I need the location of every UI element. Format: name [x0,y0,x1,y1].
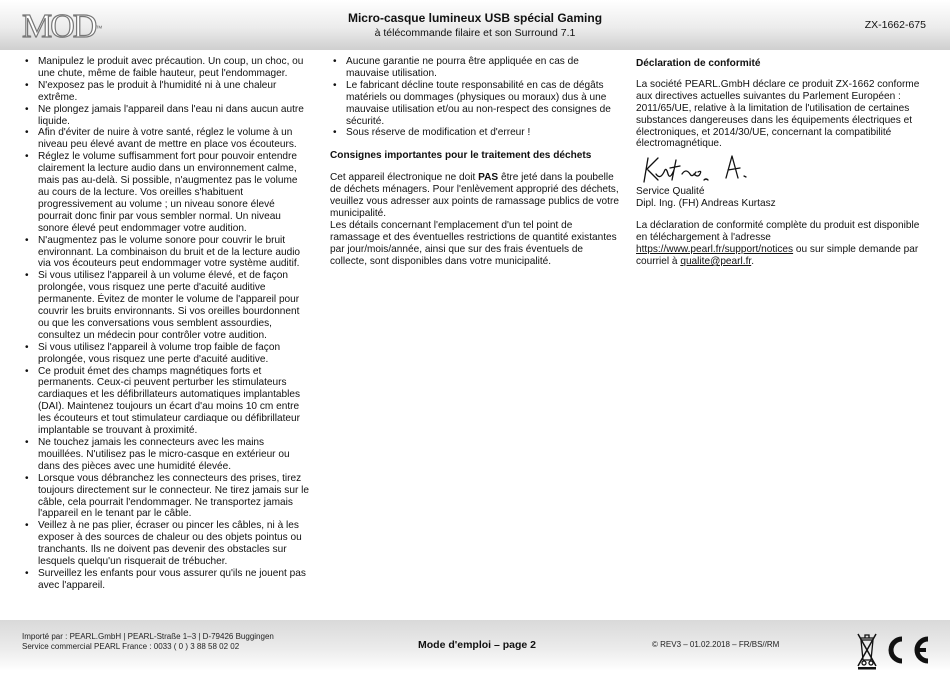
list-item: • Afin d'éviter de nuire à votre santé, réglez le volume à un niveau peu élevé avant de mettre en place vos écouteurs. [22,127,310,151]
importer-info [22,632,274,652]
document-title: Micro-casque lumineux USB spécial Gaming [347,11,603,25]
list-item: • N'augmentez pas le volume sonore pour couvrir le bruit environnant. La combinaison du bruit et de la lecture audio via vos écouteurs peut endommager votre système auditif. [22,235,310,271]
logo-text: MOD [22,8,96,45]
signatory-department: Service Qualité [636,186,705,198]
page-footer [0,620,950,671]
signatory-name: Dipl. Ing. (FH) Andreas Kurtasz [636,198,776,210]
column-warranty-waste [330,56,622,268]
conformity-paragraph: La société PEARL.GmbH déclare ce produit ZX-1662 conforme aux directives actuelles suivantes du Parlement Européen : 2011/65/UE, relative à la limitation de l'utilisation de certaines substances dangereuses dans les équipements électriques et électroniques, et 2014/30/UE, concernant la compatibilité électromagnétique. [636,78,920,150]
list-item: • Aucune garantie ne pourra être appliquée en cas de mauvaise utilisation. [330,56,622,80]
title-block [300,11,650,39]
waste-details-paragraph: Les détails concernant l'emplacement d'un tel point de ramassage et des éventuelles restrictions de quantité existantes par jour/mois/année, ainsi que sur des frais éventuels de collecte, sont disponibles dans votre municipalité. [330,219,617,267]
revision-info: © REV3 – 01.02.2018 – FR/BS//RM [652,640,780,649]
safety-list [22,56,310,592]
full-declaration-paragraph: La déclaration de conformité complète du produit est disponible en téléchargement à l'adresse https://www.pearl.fr/support/notices ou sur simple demande par courriel à qualite@pearl.fr. [636,220,920,267]
service-line: Service commercial PEARL France : 0033 ( 0 ) 3 88 58 02 02 [22,642,240,651]
list-item: • Manipulez le produit avec précaution. Un coup, un choc, ou une chute, même de faible hauteur, peut l'endommager. [22,56,310,80]
list-item: • Le fabricant décline toute responsabilité en cas de dégâts matériels ou dommages (physiques ou moraux) dus à une mauvaise utilisation et/ou au non-respect des consignes de sécurité. [330,80,622,128]
list-item: • Ce produit émet des champs magnétiques forts et permanents. Ceux-ci peuvent perturber les stimulateurs cardiaques et les défibrillateurs automatiques implantables (DAI). Maintenez toujours un écart d'au moins 10 cm entre les écouteurs et tout stimulateur cardiaque ou défibrillateur implantable se trouvant à proximité. [22,366,310,437]
waste-paragraph: Cet appareil électronique ne doit PAS être jeté dans la poubelle de déchets ménagers. Pour l'enlèvement approprié des déchets, veuillez vous adresser aux points de ramassage publics de votre municipalité. [330,172,619,219]
list-item: • Si vous utilisez l'appareil à un volume élevé, et de façon prolongée, vous risquez une perte d'acuité auditive permanente. Évitez de monter le volume de l'appareil pour couvrir les bruits environnants. Si vos oreilles bourdonnent ou que les conversations vous semblent assourdies, consultez un médecin pour contrôler votre audition. [22,270,310,341]
list-item: • Surveillez les enfants pour vous assurer qu'ils ne jouent pas avec l'appareil. [22,568,310,592]
ce-mark-icon [891,639,928,661]
warranty-list [330,56,622,139]
product-reference: ZX-1662-675 [864,19,926,31]
list-item: • Si vous utilisez l'appareil à volume trop faible de façon prolongée, vous risquez une perte d'acuité auditive. [22,342,310,366]
list-item: • Ne touchez jamais les connecteurs avec les mains mouillées. N'utilisez pas le micro-casque en extérieur ou dans des pièces avec une humidité élevée. [22,437,310,473]
list-item: • Lorsque vous débranchez les connecteurs des prises, tirez toujours directement sur le connecteur. Ne tirez jamais sur le câble, cela pourrait l'endommager. Ne transportez jamais l'appareil en le tenant par le câble. [22,473,310,521]
brand-logo: MOD™ [22,8,103,45]
column-safety [22,56,310,592]
page-header [0,0,950,50]
waste-heading: Consignes importantes pour le traitement des déchets [330,150,592,162]
document-subtitle: à télécommande filaire et son Surround 7.1 [374,27,576,39]
notices-link[interactable]: https://www.pearl.fr/support/notices [636,243,794,255]
list-item: • Veillez à ne pas plier, écraser ou pincer les câbles, ni à les exposer à des sources de chaleur ou des objets pointus ou tranchants. Ils ne doivent pas devenir des obstacles sur lesquels quelqu'un risquerait de trébucher. [22,520,310,568]
page-label: Mode d'emploi – page 2 [418,639,537,651]
weee-bin-icon [858,634,876,670]
email-link[interactable]: qualite@pearl.fr [680,255,752,267]
signature [636,152,928,186]
column-conformity [636,56,928,268]
importer-line: Importé par : PEARL.GmbH | PEARL-Straße 1–3 | D-79426 Buggingen [22,632,274,641]
list-item: • Ne plongez jamais l'appareil dans l'eau ni dans aucun autre liquide. [22,104,310,128]
signature-drawing [636,152,766,186]
list-item: • N'exposez pas le produit à l'humidité ni à une chaleur extrême. [22,80,310,104]
list-item: • Sous réserve de modification et d'erreur ! [330,127,622,139]
conformity-heading: Déclaration de conformité [636,58,761,69]
list-item: • Réglez le volume suffisamment fort pour pouvoir entendre clairement la lecture audio dans un environnement calme, mais pas au-delà. Si possible, n'augmentez pas le volume au cours de la lecture. Vos oreilles s'habituent progressivement au volume ; un niveau sonore élevé pourrait donc finir par vous sembler normal. Un niveau sonore élevé peut endommager votre audition. [22,151,310,234]
regulatory-marks [856,630,934,675]
